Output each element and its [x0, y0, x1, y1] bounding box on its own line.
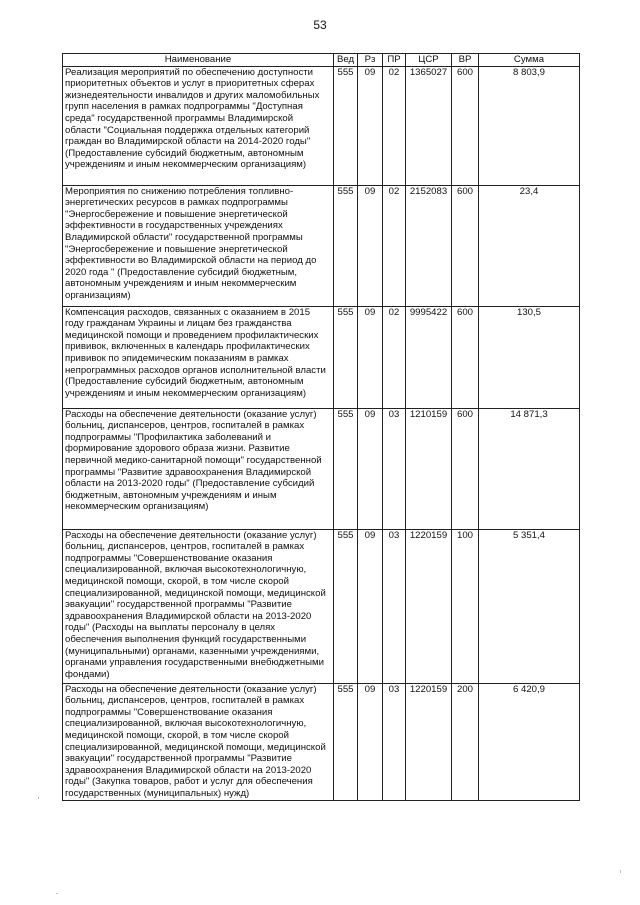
row-sum: 8 803,9	[479, 66, 580, 185]
row-ved: 555	[334, 408, 358, 529]
row-sum: 6 420,9	[479, 683, 580, 800]
row-pr: 03	[383, 683, 406, 800]
row-vr: 200	[452, 683, 479, 800]
row-csr: 1210159	[406, 408, 452, 529]
row-name: Расходы на обеспечение деятельности (оказание услуг) больниц, диспансеров, центров, госпиталей в рамках подпрограммы "Профилактика заболеваний и формирование здорового образа жизни. Развитие первичной медико-санитарной помощи" государственной программы "Развитие здравоохранения Владимирской области на 2013-2020 годы" (Предоставление субсидий бюджетным, автономным учреждениям и иным некоммерческим организациям)	[63, 408, 334, 529]
table-row	[63, 306, 580, 408]
row-sum: 23,4	[479, 185, 580, 306]
row-pr: 02	[383, 185, 406, 306]
scan-mark	[620, 870, 621, 873]
row-vr: 600	[452, 306, 479, 408]
page-number: 53	[313, 18, 327, 32]
header-vr: ВР	[452, 54, 479, 67]
table-row	[63, 529, 580, 683]
row-csr: 1365027	[406, 66, 452, 185]
row-rz: 09	[358, 408, 383, 529]
table-row	[63, 185, 580, 306]
row-pr: 03	[383, 408, 406, 529]
header-csr: ЦСР	[406, 54, 452, 67]
row-rz: 09	[358, 66, 383, 185]
scan-mark	[38, 797, 39, 799]
row-csr: 1220159	[406, 683, 452, 800]
table-row	[63, 683, 580, 800]
row-csr: 9995422	[406, 306, 452, 408]
row-name: Реализация мероприятий по обеспечению доступности приоритетных объектов и услуг в приоритетных сферах жизнедеятельности инвалидов и других маломобильных групп населения в рамках подпрограммы "Доступная среда" государственной программы Владимирской области "Социальная поддержка отдельных категорий граждан во Владимирской области на 2014-2020 годы" (Предоставление субсидий бюджетным, автономным учреждениям и иным некоммерческим организациям)	[63, 66, 334, 185]
row-pr: 02	[383, 306, 406, 408]
row-vr: 600	[452, 185, 479, 306]
header-pr: ПР	[383, 54, 406, 67]
row-pr: 02	[383, 66, 406, 185]
row-ved: 555	[334, 683, 358, 800]
row-vr: 600	[452, 66, 479, 185]
table-row	[63, 408, 580, 529]
table-row	[63, 66, 580, 185]
header-ved: Вед	[334, 54, 358, 67]
row-name: Расходы на обеспечение деятельности (оказание услуг) больниц, диспансеров, центров, госпиталей в рамках подпрограммы "Совершенствование оказания специализированной, включая высокотехнологичную, медицинской помощи, скорой, в том числе скорой специализированной, медицинской помощи, медицинской эвакуации" государственной программы "Развитие здравоохранения Владимирской области на 2013-2020 годы" (Расходы на выплаты персоналу в целях обеспечения выполнения функций государственными (муниципальными) органами, казенными учреждениями, органами управления государственными внебюджетными фондами)	[63, 529, 334, 683]
row-name: Компенсация расходов, связанных с оказанием в 2015 году гражданам Украины и лицам без гражданства медицинской помощи и проведением профилактических прививок, включенных в календарь профилактических прививок по эпидемическим показаниям в рамках непрограммных расходов органов исполнительной власти (Предоставление субсидий бюджетным, автономным учреждениям и иным некоммерческим организациям)	[63, 306, 334, 408]
row-ved: 555	[334, 66, 358, 185]
row-rz: 09	[358, 185, 383, 306]
scan-mark	[56, 893, 58, 894]
row-name: Расходы на обеспечение деятельности (оказание услуг) больниц, диспансеров, центров, госпиталей в рамках подпрограммы "Совершенствование оказания специализированной, включая высокотехнологичную, медицинской помощи, скорой, в том числе скорой специализированной, медицинской помощи, медицинской эвакуации" государственной программы "Развитие здравоохранения Владимирской области на 2013-2020 годы" (Закупка товаров, работ и услуг для обеспечения государственных (муниципальных) нужд)	[63, 683, 334, 800]
header-sum: Сумма	[479, 54, 580, 67]
row-ved: 555	[334, 529, 358, 683]
row-sum: 130,5	[479, 306, 580, 408]
row-sum: 14 871,3	[479, 408, 580, 529]
table-header-row	[63, 54, 580, 67]
row-csr: 1220159	[406, 529, 452, 683]
row-rz: 09	[358, 683, 383, 800]
row-rz: 09	[358, 529, 383, 683]
row-ved: 555	[334, 185, 358, 306]
budget-table	[62, 53, 580, 801]
row-rz: 09	[358, 306, 383, 408]
header-rz: Рз	[358, 54, 383, 67]
header-name: Наименование	[63, 54, 334, 67]
row-sum: 5 351,4	[479, 529, 580, 683]
row-ved: 555	[334, 306, 358, 408]
row-csr: 2152083	[406, 185, 452, 306]
row-name: Мероприятия по снижению потребления топливно-энергетических ресурсов в рамках подпрограммы "Энергосбережение и повышение энергетической эффективности в государственных учреждениях Владимирской области" государственной программы "Энергосбережение и повышение энергетической эффективности во Владимирской области на период до 2020 года " (Предоставление субсидий бюджетным, автономным учреждениям и иным некоммерческим организациям)	[63, 185, 334, 306]
row-pr: 03	[383, 529, 406, 683]
row-vr: 100	[452, 529, 479, 683]
row-vr: 600	[452, 408, 479, 529]
